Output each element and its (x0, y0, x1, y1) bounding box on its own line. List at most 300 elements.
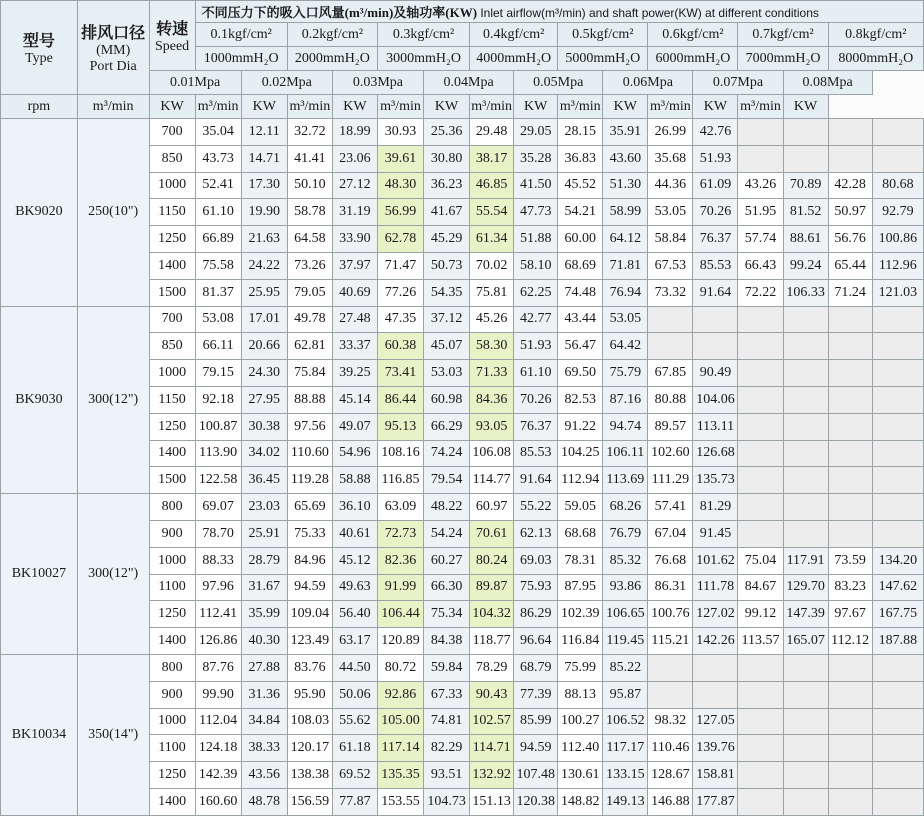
airflow-cell: 56.76 (828, 226, 872, 253)
flow-unit-label: m³/min (738, 95, 783, 119)
power-cell: 62.25 (514, 279, 558, 306)
airflow-cell: 28.15 (558, 119, 603, 146)
power-cell: 95.87 (603, 681, 648, 708)
airflow-cell: 123.49 (287, 628, 332, 655)
airflow-cell: 67.85 (648, 360, 693, 387)
power-cell: 113.69 (603, 467, 648, 494)
airflow-cell: 97.67 (828, 601, 872, 628)
power-cell: 76.94 (603, 279, 648, 306)
airflow-cell: 45.26 (470, 306, 514, 333)
power-cell (693, 654, 738, 681)
power-cell: 106.33 (783, 279, 828, 306)
power-cell: 142.26 (693, 628, 738, 655)
power-cell: 69.52 (332, 762, 377, 789)
power-cell (783, 360, 828, 387)
airflow-cell (828, 735, 872, 762)
table-row (1, 654, 924, 681)
power-cell: 77.39 (514, 681, 558, 708)
power-cell: 45.14 (332, 386, 377, 413)
airflow-cell: 146.88 (648, 788, 693, 815)
power-cell: 75.34 (424, 601, 470, 628)
airflow-cell: 73.26 (287, 252, 332, 279)
power-cell: 45.12 (332, 547, 377, 574)
power-cell: 19.90 (241, 199, 287, 226)
power-cell: 49.63 (332, 574, 377, 601)
airflow-cell: 56.99 (377, 199, 423, 226)
pressure-kgf-cell: 0.4kgf/cm² (470, 23, 558, 47)
airflow-cell: 46.85 (470, 172, 514, 199)
power-cell (872, 413, 923, 440)
airflow-cell: 32.72 (287, 119, 332, 146)
power-cell: 31.67 (241, 574, 287, 601)
airflow-cell (738, 467, 783, 494)
airflow-cell: 114.77 (470, 467, 514, 494)
pressure-mmh2o-cell: 7000mmH₂O (738, 47, 828, 71)
airflow-cell: 92.18 (195, 386, 241, 413)
power-cell: 34.84 (241, 708, 287, 735)
airflow-cell: 156.59 (287, 788, 332, 815)
airflow-cell: 71.33 (470, 360, 514, 387)
power-cell: 133.15 (603, 762, 648, 789)
airflow-cell: 126.86 (195, 628, 241, 655)
power-cell: 61.09 (693, 172, 738, 199)
model-type-cell: BK10034 (1, 654, 78, 815)
power-cell (693, 306, 738, 333)
power-cell: 40.30 (241, 628, 287, 655)
power-cell (783, 520, 828, 547)
airflow-cell: 61.34 (470, 226, 514, 253)
airflow-cell: 78.70 (195, 520, 241, 547)
airflow-cell: 70.61 (470, 520, 514, 547)
speed-cell: 1250 (149, 413, 195, 440)
power-cell (783, 145, 828, 172)
power-cell: 30.38 (241, 413, 287, 440)
airflow-cell (828, 360, 872, 387)
power-cell: 76.79 (603, 520, 648, 547)
airflow-cell: 47.35 (377, 306, 423, 333)
port-header: 排风口径 (MM) Port Dia (77, 1, 149, 95)
power-cell: 93.51 (424, 762, 470, 789)
airflow-cell: 122.58 (195, 467, 241, 494)
speed-cell: 900 (149, 681, 195, 708)
power-cell (872, 119, 923, 146)
power-cell: 92.79 (872, 199, 923, 226)
power-cell (783, 333, 828, 360)
power-cell (872, 360, 923, 387)
power-cell: 104.73 (424, 788, 470, 815)
pressure-kgf-cell: 0.6kgf/cm² (648, 23, 738, 47)
pressure-mpa-cell: 0.04Mpa (424, 71, 514, 95)
power-cell: 34.02 (241, 440, 287, 467)
airflow-cell (738, 333, 783, 360)
pressure-mmh2o-cell: 6000mmH₂O (648, 47, 738, 71)
power-cell: 25.91 (241, 520, 287, 547)
power-cell (783, 681, 828, 708)
power-cell: 68.26 (603, 494, 648, 521)
power-cell: 85.22 (603, 654, 648, 681)
airflow-cell: 80.88 (648, 386, 693, 413)
airflow-cell: 111.29 (648, 467, 693, 494)
power-cell (872, 520, 923, 547)
airflow-cell: 97.96 (195, 574, 241, 601)
power-cell: 60.98 (424, 386, 470, 413)
airflow-cell (828, 788, 872, 815)
pressure-mmh2o-cell: 1000mmH₂O (195, 47, 287, 71)
power-cell (872, 762, 923, 789)
power-cell: 27.88 (241, 654, 287, 681)
airflow-cell: 79.15 (195, 360, 241, 387)
airflow-cell (738, 494, 783, 521)
power-cell: 129.70 (783, 574, 828, 601)
power-cell: 85.32 (603, 547, 648, 574)
power-cell: 35.91 (603, 119, 648, 146)
airflow-cell: 86.31 (648, 574, 693, 601)
airflow-cell: 84.36 (470, 386, 514, 413)
airflow-cell: 35.04 (195, 119, 241, 146)
power-cell: 70.26 (514, 386, 558, 413)
power-cell (783, 386, 828, 413)
power-cell: 81.29 (693, 494, 738, 521)
pressure-kgf-cell: 0.8kgf/cm² (828, 23, 923, 47)
pressure-kgf-cell: 0.3kgf/cm² (377, 23, 469, 47)
power-cell: 12.11 (241, 119, 287, 146)
power-cell: 25.36 (424, 119, 470, 146)
power-cell: 40.61 (332, 520, 377, 547)
airflow-cell: 58.30 (470, 333, 514, 360)
power-cell (783, 413, 828, 440)
speed-cell: 850 (149, 333, 195, 360)
power-cell (872, 681, 923, 708)
airflow-cell (738, 788, 783, 815)
flow-unit-label: m³/min (77, 95, 149, 119)
airflow-cell: 106.08 (470, 440, 514, 467)
airflow-cell: 114.71 (470, 735, 514, 762)
airflow-cell: 75.99 (558, 654, 603, 681)
airflow-cell: 106.44 (377, 601, 423, 628)
airflow-cell: 67.04 (648, 520, 693, 547)
airflow-cell: 61.10 (195, 199, 241, 226)
power-cell (783, 708, 828, 735)
airflow-cell: 57.41 (648, 494, 693, 521)
power-cell: 106.52 (603, 708, 648, 735)
power-cell: 45.29 (424, 226, 470, 253)
airflow-cell: 142.39 (195, 762, 241, 789)
speed-cell: 800 (149, 494, 195, 521)
power-cell: 36.45 (241, 467, 287, 494)
power-cell: 31.19 (332, 199, 377, 226)
power-cell: 75.93 (514, 574, 558, 601)
power-cell: 30.80 (424, 145, 470, 172)
power-cell (783, 494, 828, 521)
pressure-mpa-cell: 0.08Mpa (783, 71, 872, 95)
airflow-cell: 69.07 (195, 494, 241, 521)
power-cell: 51.93 (693, 145, 738, 172)
airflow-cell: 112.04 (195, 708, 241, 735)
speed-cell: 1000 (149, 172, 195, 199)
power-cell: 82.29 (424, 735, 470, 762)
speed-cell: 700 (149, 119, 195, 146)
power-cell: 84.38 (424, 628, 470, 655)
airflow-cell: 148.82 (558, 788, 603, 815)
power-cell: 85.53 (514, 440, 558, 467)
power-cell: 27.48 (332, 306, 377, 333)
airflow-cell: 88.33 (195, 547, 241, 574)
power-cell: 117.91 (783, 547, 828, 574)
flow-unit-label: m³/min (195, 95, 241, 119)
airflow-cell: 160.60 (195, 788, 241, 815)
speed-cell: 1250 (149, 601, 195, 628)
airflow-cell: 83.76 (287, 654, 332, 681)
power-cell (783, 735, 828, 762)
power-cell (783, 654, 828, 681)
airflow-cell (738, 735, 783, 762)
airflow-cell: 88.13 (558, 681, 603, 708)
power-cell (783, 119, 828, 146)
power-cell: 80.68 (872, 172, 923, 199)
power-cell: 43.56 (241, 762, 287, 789)
power-cell: 18.99 (332, 119, 377, 146)
airflow-cell: 65.44 (828, 252, 872, 279)
power-cell: 54.96 (332, 440, 377, 467)
power-cell: 27.95 (241, 386, 287, 413)
power-unit-label: KW (693, 95, 738, 119)
power-cell (872, 145, 923, 172)
pressure-mmh2o-cell: 2000mmH₂O (287, 47, 377, 71)
airflow-cell: 102.39 (558, 601, 603, 628)
power-cell: 31.36 (241, 681, 287, 708)
power-cell: 36.23 (424, 172, 470, 199)
airflow-cell: 75.04 (738, 547, 783, 574)
power-cell: 24.30 (241, 360, 287, 387)
power-cell: 94.74 (603, 413, 648, 440)
type-header: 型号 Type (1, 1, 78, 95)
airflow-cell: 53.08 (195, 306, 241, 333)
airflow-cell: 43.73 (195, 145, 241, 172)
power-cell (872, 494, 923, 521)
airflow-cell: 56.47 (558, 333, 603, 360)
airflow-cell: 72.22 (738, 279, 783, 306)
flow-unit-label: m³/min (558, 95, 603, 119)
speed-cell: 1400 (149, 440, 195, 467)
power-cell: 94.59 (514, 735, 558, 762)
power-cell: 81.52 (783, 199, 828, 226)
airflow-cell: 135.35 (377, 762, 423, 789)
power-cell: 76.37 (514, 413, 558, 440)
airflow-cell (828, 145, 872, 172)
airflow-cell: 98.32 (648, 708, 693, 735)
table-body (1, 119, 924, 816)
speed-cell: 1000 (149, 708, 195, 735)
power-cell: 21.63 (241, 226, 287, 253)
airflow-cell: 116.85 (377, 467, 423, 494)
power-cell: 61.18 (332, 735, 377, 762)
speed-cell: 700 (149, 306, 195, 333)
airflow-cell: 68.69 (558, 252, 603, 279)
power-cell: 167.75 (872, 601, 923, 628)
airflow-cell: 26.99 (648, 119, 693, 146)
power-cell: 71.81 (603, 252, 648, 279)
speed-cell: 1150 (149, 386, 195, 413)
airflow-cell: 36.83 (558, 145, 603, 172)
speed-cell: 1000 (149, 360, 195, 387)
power-unit-label: KW (241, 95, 287, 119)
pressure-kgf-cell: 0.5kgf/cm² (558, 23, 648, 47)
airflow-cell (828, 494, 872, 521)
airflow-cell: 45.52 (558, 172, 603, 199)
conditions-title: 不同压力下的吸入口风量(m³/min)及轴功率(KW) Inlet airflow(m³/min) and shaft power(KW) at different conditions (195, 1, 923, 23)
airflow-cell: 87.95 (558, 574, 603, 601)
power-cell: 58.99 (603, 199, 648, 226)
airflow-cell: 93.05 (470, 413, 514, 440)
airflow-cell: 35.68 (648, 145, 693, 172)
power-cell: 135.73 (693, 467, 738, 494)
power-cell (872, 440, 923, 467)
pressure-mpa-cell: 0.07Mpa (693, 71, 783, 95)
power-cell: 37.12 (424, 306, 470, 333)
airflow-cell (738, 708, 783, 735)
power-cell: 48.22 (424, 494, 470, 521)
speed-header: 转速 Speed (149, 1, 195, 71)
power-cell: 41.67 (424, 199, 470, 226)
airflow-cell: 94.59 (287, 574, 332, 601)
airflow-cell: 51.95 (738, 199, 783, 226)
airflow-cell (828, 413, 872, 440)
port-diameter-cell: 250(10") (77, 119, 149, 307)
airflow-cell (828, 762, 872, 789)
power-cell: 54.35 (424, 279, 470, 306)
power-cell: 23.06 (332, 145, 377, 172)
airflow-cell: 59.05 (558, 494, 603, 521)
airflow-cell: 113.57 (738, 628, 783, 655)
power-cell: 62.13 (514, 520, 558, 547)
speed-cell: 1500 (149, 279, 195, 306)
power-cell: 39.25 (332, 360, 377, 387)
airflow-cell: 72.73 (377, 520, 423, 547)
port-diameter-cell: 300(12") (77, 494, 149, 655)
table-header (1, 1, 924, 119)
airflow-cell: 84.96 (287, 547, 332, 574)
power-cell: 59.84 (424, 654, 470, 681)
power-cell: 85.53 (693, 252, 738, 279)
power-cell (693, 681, 738, 708)
airflow-cell: 81.37 (195, 279, 241, 306)
airflow-cell: 78.31 (558, 547, 603, 574)
airflow-cell: 71.24 (828, 279, 872, 306)
airflow-cell: 67.53 (648, 252, 693, 279)
power-cell: 33.37 (332, 333, 377, 360)
airflow-cell: 74.48 (558, 279, 603, 306)
flow-unit-label: m³/min (377, 95, 423, 119)
airflow-cell: 44.36 (648, 172, 693, 199)
airflow-cell: 120.17 (287, 735, 332, 762)
speed-cell: 1150 (149, 199, 195, 226)
power-cell: 25.95 (241, 279, 287, 306)
airflow-cell: 86.44 (377, 386, 423, 413)
airflow-cell (828, 708, 872, 735)
airflow-cell: 57.74 (738, 226, 783, 253)
power-cell: 24.22 (241, 252, 287, 279)
airflow-cell: 79.05 (287, 279, 332, 306)
power-cell: 48.78 (241, 788, 287, 815)
power-cell (783, 306, 828, 333)
airflow-cell: 119.28 (287, 467, 332, 494)
airflow-cell: 29.48 (470, 119, 514, 146)
power-cell: 41.50 (514, 172, 558, 199)
airflow-cell (738, 145, 783, 172)
power-cell: 58.88 (332, 467, 377, 494)
power-cell: 42.76 (693, 119, 738, 146)
speed-cell: 1400 (149, 628, 195, 655)
port-diameter-cell: 300(12") (77, 306, 149, 494)
power-cell (783, 440, 828, 467)
power-cell: 127.05 (693, 708, 738, 735)
airflow-cell: 75.33 (287, 520, 332, 547)
power-unit-label: KW (149, 95, 195, 119)
power-cell: 17.01 (241, 306, 287, 333)
power-cell: 50.73 (424, 252, 470, 279)
power-cell: 14.71 (241, 145, 287, 172)
power-cell: 90.49 (693, 360, 738, 387)
airflow-cell: 38.17 (470, 145, 514, 172)
power-cell (872, 386, 923, 413)
airflow-cell: 43.26 (738, 172, 783, 199)
airflow-cell: 71.47 (377, 252, 423, 279)
power-cell: 40.69 (332, 279, 377, 306)
airflow-cell: 138.38 (287, 762, 332, 789)
airflow-cell: 108.03 (287, 708, 332, 735)
power-cell: 121.03 (872, 279, 923, 306)
power-cell: 33.90 (332, 226, 377, 253)
power-cell: 79.54 (424, 467, 470, 494)
airflow-cell: 151.13 (470, 788, 514, 815)
airflow-cell: 112.40 (558, 735, 603, 762)
power-cell: 76.37 (693, 226, 738, 253)
power-cell: 96.64 (514, 628, 558, 655)
airflow-cell: 153.55 (377, 788, 423, 815)
power-cell: 70.26 (693, 199, 738, 226)
power-cell: 112.96 (872, 252, 923, 279)
power-cell: 104.06 (693, 386, 738, 413)
power-unit-label: KW (332, 95, 377, 119)
power-cell: 119.45 (603, 628, 648, 655)
airflow-cell (828, 440, 872, 467)
speed-cell: 1250 (149, 762, 195, 789)
power-unit-label: KW (424, 95, 470, 119)
airflow-cell: 89.57 (648, 413, 693, 440)
power-cell: 47.73 (514, 199, 558, 226)
power-cell: 147.62 (872, 574, 923, 601)
airflow-cell: 92.86 (377, 681, 423, 708)
airflow-cell (648, 306, 693, 333)
airflow-cell: 116.84 (558, 628, 603, 655)
power-cell: 66.29 (424, 413, 470, 440)
airflow-cell: 80.24 (470, 547, 514, 574)
power-cell: 23.03 (241, 494, 287, 521)
airflow-cell: 41.41 (287, 145, 332, 172)
pressure-mpa-cell: 0.01Mpa (149, 71, 241, 95)
power-cell: 158.81 (693, 762, 738, 789)
power-cell: 101.62 (693, 547, 738, 574)
power-cell: 64.12 (603, 226, 648, 253)
power-cell: 36.10 (332, 494, 377, 521)
power-cell: 87.16 (603, 386, 648, 413)
airflow-cell: 75.84 (287, 360, 332, 387)
airflow-cell (828, 681, 872, 708)
power-cell (872, 306, 923, 333)
airflow-cell: 65.69 (287, 494, 332, 521)
speed-cell: 800 (149, 654, 195, 681)
power-cell: 53.03 (424, 360, 470, 387)
